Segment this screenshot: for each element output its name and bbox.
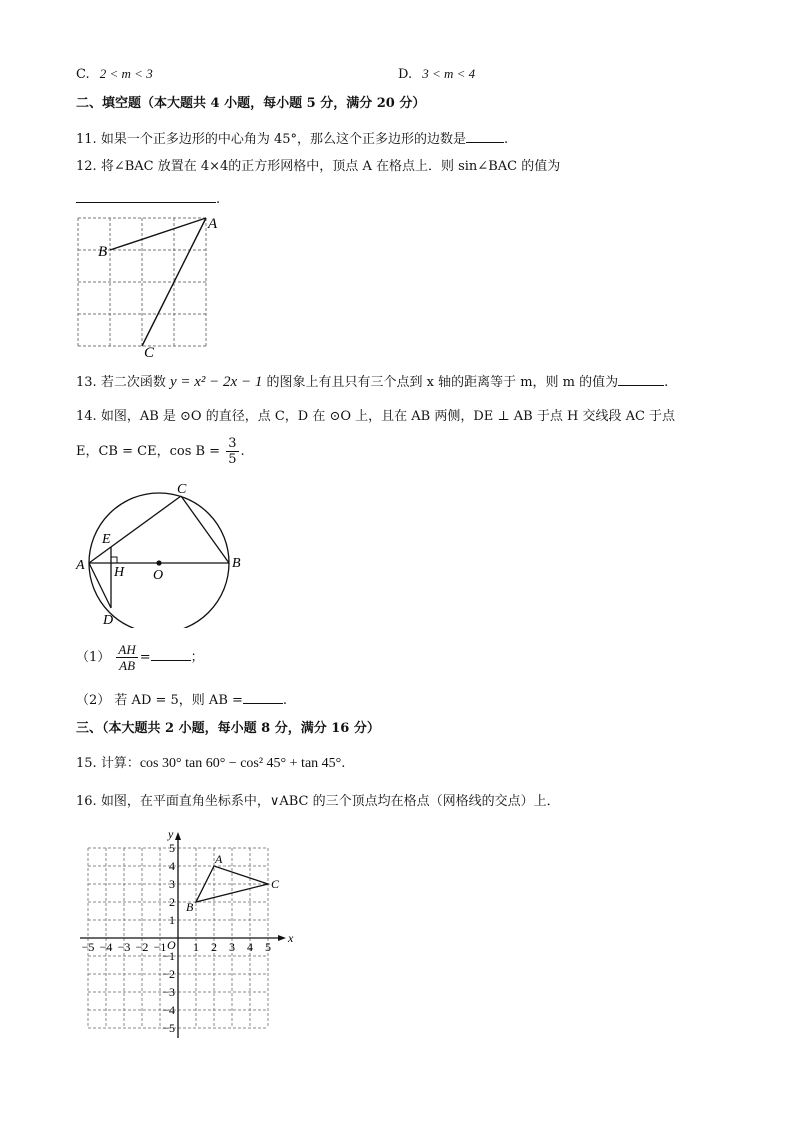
q14-label-d: D (103, 613, 114, 628)
q15-text: 计算： (100, 756, 140, 771)
question-14-line1 (76, 408, 675, 426)
q14-sub1-denominator: AB (119, 658, 136, 673)
q15-end: . (341, 756, 346, 771)
q12-label-c: C (144, 345, 155, 361)
segment-ac (142, 218, 206, 346)
section2-heading: 二、填空题（本大题共 4 小题，每小题 5 分，满分 20 分） (76, 96, 426, 111)
q11-text: 如果一个正多边形的中心角为 45°，那么这个正多边形的边数是 (100, 132, 467, 147)
x-tick-label: −3 (117, 940, 131, 954)
q14-line2-end: . (240, 444, 245, 459)
option-c (76, 65, 153, 84)
x-tick-label: 5 (265, 940, 271, 954)
q13-end: . (664, 375, 669, 390)
segment-ab (110, 218, 206, 250)
q14-sub1-equals: = (139, 650, 151, 665)
q11-end: . (504, 132, 509, 147)
q14-sub1 (76, 640, 204, 676)
x-tick-label: −5 (81, 940, 95, 954)
x-tick-label: 4 (247, 940, 253, 954)
y-axis-arrow (175, 832, 181, 840)
triangle-label-b: B (186, 900, 194, 914)
q14-sub2 (76, 689, 287, 710)
y-tick-label: 4 (169, 859, 175, 873)
x-axis-arrow (278, 935, 286, 941)
q14-sub1-end: ； (190, 650, 204, 665)
triangle-label-c: C (271, 877, 280, 891)
option-d-label: D. (398, 67, 413, 82)
option-d-math: 3 < m < 4 (422, 66, 476, 81)
q14-sub2-end: . (282, 693, 288, 708)
q14-text-line1: 如图，AB 是 ⊙O 的直径，点 C，D 在 ⊙O 上，且在 AB 两侧，DE ⊥ AB 于点 H 交线段 AC 于点 (100, 409, 676, 424)
q14-sub2-answer-blank[interactable] (243, 689, 283, 704)
q14-cos-numerator: 3 (228, 436, 237, 451)
x-tick-label: −4 (99, 940, 113, 954)
y-axis-label: y (168, 827, 174, 841)
segment-cb (181, 496, 229, 563)
q16-coordinate-figure (70, 818, 300, 1050)
q14-cos-denominator: 5 (228, 452, 237, 467)
q14-sub1-answer-blank[interactable] (151, 646, 191, 661)
center-point (156, 560, 161, 565)
question-11 (76, 128, 508, 149)
q14-sub2-text: 若 AD = 5，则 AB = (114, 693, 243, 708)
q14-label-a: A (76, 558, 85, 573)
q15-number: 15. (76, 756, 97, 771)
x-tick-label: −2 (135, 940, 149, 954)
x-tick-label: 3 (229, 940, 235, 954)
y-tick-label: 2 (169, 895, 175, 909)
y-tick-label: 5 (169, 841, 175, 855)
q13-number: 13. (76, 375, 97, 390)
q12-answer-blank[interactable] (76, 188, 216, 203)
question-15 (76, 755, 345, 773)
question-14-line2 (76, 434, 245, 470)
q14-number: 14. (76, 409, 97, 424)
q16-number: 16. (76, 794, 97, 809)
q14-label-c: C (177, 482, 187, 497)
q14-label-e: E (102, 532, 111, 547)
q11-answer-blank[interactable] (466, 128, 504, 143)
q13-equation: y = x² − 2x − 1 (169, 374, 263, 390)
q14-sub2-label: （2） (76, 693, 111, 708)
q13-answer-blank[interactable] (618, 371, 664, 386)
q15-expression: cos 30° tan 60° − cos² 45° + tan 45° (139, 756, 342, 771)
option-c-math: 2 < m < 3 (99, 66, 153, 81)
q13-text-b: 的图象上有且只有三个点到 x 轴的距离等于 m，则 m 的值为 (266, 375, 619, 390)
option-c-label: C. (76, 67, 90, 82)
option-d (398, 65, 475, 84)
q13-text-a: 若二次函数 (100, 375, 166, 390)
y-tick-label: 1 (169, 913, 175, 927)
q12-label-a: A (208, 216, 218, 232)
q12-answer-line (76, 188, 220, 209)
section3-heading: 三、（本大题共 2 小题，每小题 8 分，满分 16 分） (76, 721, 380, 736)
y-tick-label: −1 (162, 949, 175, 963)
q14-label-b: B (232, 556, 241, 571)
q14-sub1-numerator: AH (118, 642, 136, 657)
q14-circle-figure (70, 478, 250, 628)
question-13 (76, 371, 668, 392)
triangle-label-a: A (215, 852, 223, 866)
x-tick-label: 1 (193, 940, 199, 954)
x-axis-label: x (288, 931, 294, 945)
q11-number: 11. (76, 132, 97, 147)
y-tick-label: −3 (162, 985, 175, 999)
segment-ac (89, 496, 181, 563)
question-16 (76, 793, 560, 811)
q14-sub1-label: （1） (76, 650, 111, 665)
q12-number: 12. (76, 159, 97, 174)
q16-text: 如图，在平面直角坐标系中，∨ABC 的三个顶点均在格点（网格线的交点）上． (100, 794, 560, 809)
question-12 (76, 158, 560, 176)
y-tick-label: −4 (162, 1003, 175, 1017)
q12-label-b: B (98, 244, 108, 260)
q12-grid-figure (70, 212, 230, 362)
q14-sub1-fraction (116, 642, 137, 673)
q14-label-o: O (153, 568, 164, 583)
y-tick-label: −2 (162, 967, 175, 981)
x-tick-label: 2 (211, 940, 217, 954)
y-tick-label: 3 (169, 877, 175, 891)
y-tick-label: −5 (162, 1021, 175, 1035)
origin-label: O (167, 938, 176, 952)
q14-label-h: H (114, 565, 125, 580)
q14-text-line2: E，CB = CE，cos B = (76, 444, 221, 459)
q14-cos-fraction (226, 436, 238, 467)
x-tick-label: −1 (153, 940, 167, 954)
q12-end: . (216, 192, 221, 207)
q12-text: 将∠BAC 放置在 4×4的正方形网格中，顶点 A 在格点上．则 sin∠BAC 的值为 (100, 159, 561, 174)
